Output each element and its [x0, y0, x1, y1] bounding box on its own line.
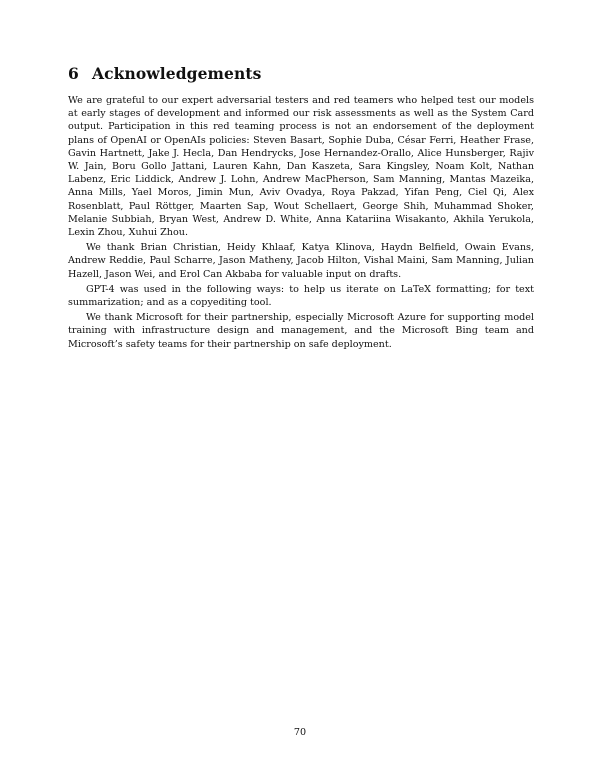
paragraph-draft-reviewers: We thank Brian Christian, Heidy Khlaaf, Katya Klinova, Haydn Belfield, Owain Evans, Andrew Reddie, Paul Scharre, Jason Matheny, Jacob Hilton, Vishal Maini, Sam Manning, Julian Hazell, Jason Wei, and Erol Can Akbaba for valuable input on drafts. — [68, 242, 534, 280]
section-heading — [68, 64, 261, 84]
section-body — [68, 94, 534, 353]
paragraph-red-teamers: We are grateful to our expert adversarial testers and red teamers who helped test our models at early stages of development and informed our risk assessments as well as the System Card output. Participation in this red teaming process is not an endorsement of the deployment plans of OpenAI or OpenAIs policies: Steven Basart, Sophie Duba, César Ferri, Heather Frase, Gavin Hartnett, Jake J. Hecla, Dan Hendrycks, Jose Hernandez-Orallo, Alice Hunsberger, Rajiv W. Jain, Boru Gollo Jattani, Lauren Kahn, Dan Kaszeta, Sara Kingsley, Noam Kolt, Nathan Labenz, Eric Liddick, Andrew J. Lohn, Andrew MacPherson, Sam Manning, Mantas Mazeika, Anna Mills, Yael Moros, Jimin Mun, Aviv Ovadya, Roya Pakzad, Yifan Peng, Ciel Qi, Alex Rosenblatt, Paul Röttger, Maarten Sap, Wout Schellaert, George Shih, Muhammad Shoker, Melanie Subbiah, Bryan West, Andrew D. White, Anna Katariina Wisakanto, Akhila Yerukola, Lexin Zhou, Xuhui Zhou. — [68, 95, 534, 239]
section-title: Acknowledgements — [92, 64, 262, 83]
paragraph-microsoft: We thank Microsoft for their partnership, especially Microsoft Azure for supporting model training with infrastructure design and management, and the Microsoft Bing team and Microsoft’s safety teams for their partnership on safe deployment. — [68, 312, 534, 350]
page-number: 70 — [293, 727, 307, 738]
section-number: 6 — [68, 64, 79, 83]
paragraph-gpt4-usage: GPT-4 was used in the following ways: to help us iterate on LaTeX formatting; for text summarization; and as a copyediting tool. — [68, 283, 534, 309]
